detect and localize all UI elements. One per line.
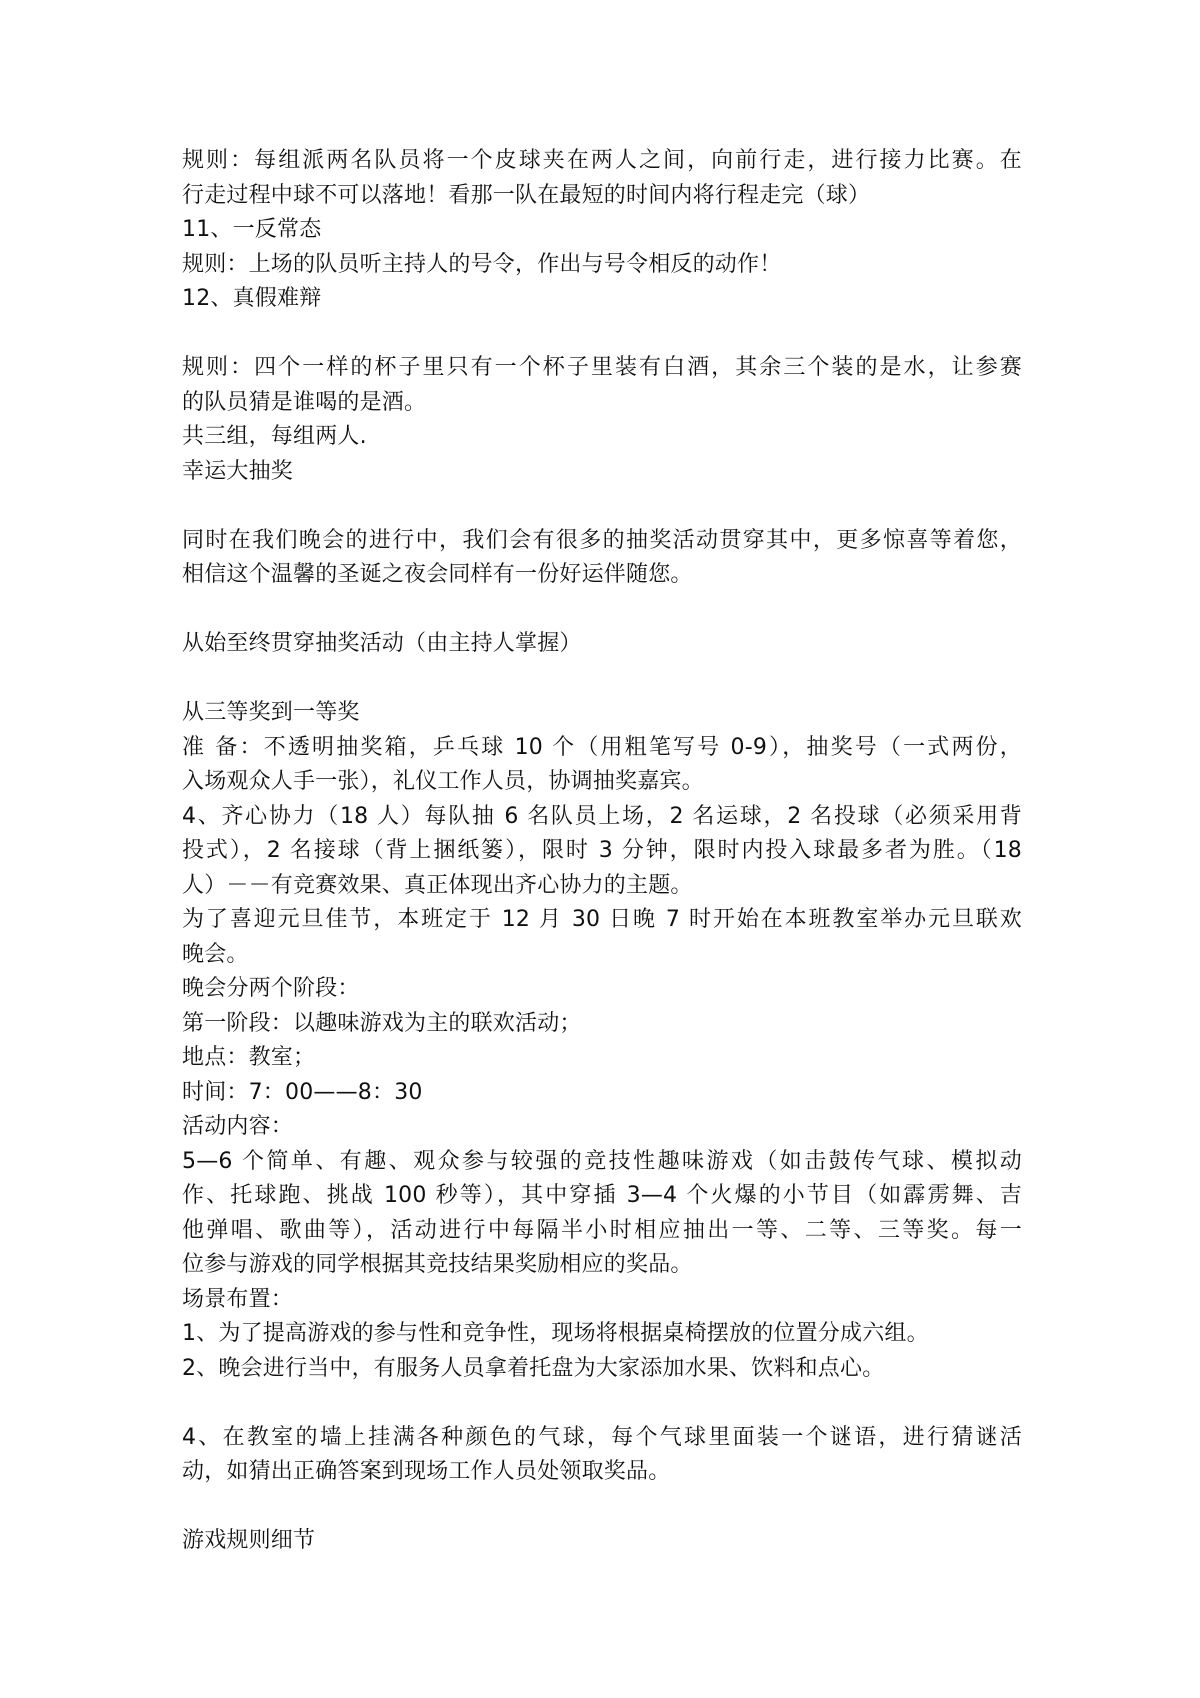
text-line: 活动内容： (182, 1114, 294, 1139)
text-line: 地点：教室； (182, 1045, 316, 1070)
paragraph-gap (182, 1386, 1022, 1421)
text-line: 人）－－有竞赛效果、真正体现出齐心协力的主题。 (182, 872, 693, 898)
text-line: 从始至终贯穿抽奖活动（由主持人掌握） (182, 631, 582, 656)
text-line: 他弹唱、歌曲等），活动进行中每隔半小时相应抽出一等、二等、三等奖。每一 (182, 1217, 1022, 1243)
text-line: 2、晚会进行当中，有服务人员拿着托盘为大家添加水果、饮料和点心。 (182, 1355, 885, 1381)
paragraph-gap (182, 489, 1022, 524)
text-line: 投式），2 名接球（背上捆纸篓），限时 3 分钟，限时内投入球最多者为胜。（18 (182, 838, 1022, 863)
text-line: 相信这个温馨的圣诞之夜会同样有一份好运伴随您。 (182, 562, 693, 587)
text-line: 4、在教室的墙上挂满各种颜色的气球，每个气球里面装一个谜语，进行猜谜活 (182, 1424, 1022, 1450)
section-heading: 12、真假难辩 (182, 286, 322, 311)
text-line: 时间：7：00——8：30 (182, 1079, 423, 1105)
text-line: 从三等奖到一等奖 (182, 700, 360, 725)
text-line: 晚会分两个阶段： (182, 976, 360, 1001)
paragraph-gap (182, 317, 1022, 352)
text-line: 入场观众人手一张），礼仪工作人员，协调抽奖嘉宾。 (182, 769, 704, 794)
section-heading: 幸运大抽奖 (182, 458, 294, 484)
section-heading: 游戏规则细节 (182, 1528, 316, 1553)
text-line: 1、为了提高游戏的参与性和竞争性，现场将根据桌椅摆放的位置分成六组。 (182, 1321, 929, 1346)
text-line: 规则：四个一样的杯子里只有一个杯子里装有白酒，其余三个装的是水，让参赛 (182, 355, 1022, 380)
text-line: 4、齐心协力（18 人）每队抽 6 名队员上场，2 名运球，2 名投球（必须采用背 (182, 803, 1022, 829)
paragraph-gap (182, 593, 1022, 628)
text-line: 5—6 个简单、有趣、观众参与较强的竞技性趣味游戏（如击鼓传气球、模拟动 (182, 1148, 1022, 1174)
text-line: 第一阶段：以趣味游戏为主的联欢活动； (182, 1010, 582, 1036)
text-line: 同时在我们晚会的进行中，我们会有很多的抽奖活动贯穿其中，更多惊喜等着您， (182, 527, 1022, 553)
text-line: 行走过程中球不可以落地！看那一队在最短的时间内将行程走完（球） (182, 182, 871, 208)
text-line: 场景布置： (182, 1286, 294, 1312)
text-line: 动，如猜出正确答案到现场工作人员处领取奖品。 (182, 1459, 671, 1484)
text-line: 位参与游戏的同学根据其竞技结果奖励相应的奖品。 (182, 1252, 693, 1277)
text-line: 共三组，每组两人. (182, 424, 367, 449)
text-line: 规则：上场的队员听主持人的号令，作出与号令相反的动作！ (182, 251, 782, 277)
text-line: 晚会。 (182, 941, 249, 967)
paragraph-gap (182, 1490, 1022, 1525)
text-line: 规则：每组派两名队员将一个皮球夹在两人之间，向前行走，进行接力比赛。在 (182, 148, 1022, 173)
text-line: 准 备：不透明抽奖箱，乒乓球 10 个（用粗笔写号 0-9），抽奖号（一式两份， (182, 734, 1022, 760)
text-line: 的队员猜是谁喝的是酒。 (182, 389, 427, 415)
document-page (182, 144, 1022, 1559)
text-line: 作、托球跑、挑战 100 秒等），其中穿插 3—4 个火爆的小节目（如霹雳舞、吉 (182, 1183, 1022, 1208)
section-heading: 11、一反常态 (182, 217, 322, 242)
paragraph-gap (182, 662, 1022, 697)
text-line: 为了喜迎元旦佳节，本班定于 12 月 30 日晚 7 时开始在本班教室举办元旦联欢 (182, 907, 1022, 932)
